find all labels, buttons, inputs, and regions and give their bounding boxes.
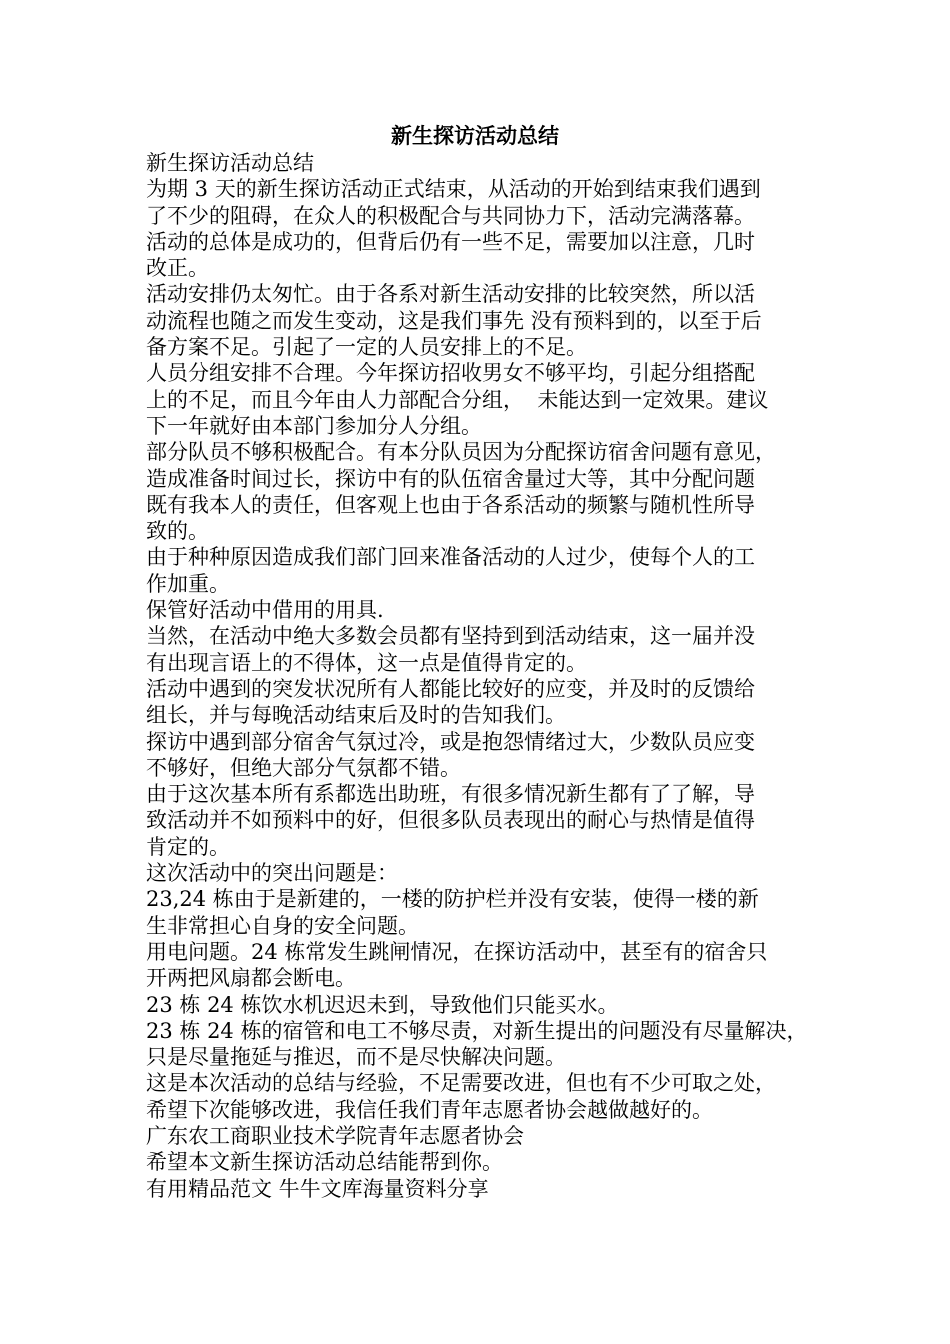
- paragraph-line: 既有我本人的责任，但客观上也由于各系活动的频繁与随机性所导: [146, 492, 755, 517]
- paragraph-line: 有用精品范文 牛牛文库海量资料分享: [146, 1176, 489, 1201]
- paragraph-line: 由于种种原因造成我们部门回来准备活动的人过少，使每个人的工: [146, 545, 755, 570]
- paragraph: [146, 860, 826, 886]
- paragraph: [146, 176, 826, 229]
- paragraph: [146, 1176, 826, 1202]
- paragraph-line: 造成准备时间过长，探访中有的队伍宿舍量过大等，其中分配问题: [146, 466, 755, 491]
- paragraph-line: 由于这次基本所有系都选出助班，有很多情况新生都有了了解，导: [146, 782, 755, 807]
- paragraph-line: 希望本文新生探访活动总结能帮到你。: [146, 1150, 503, 1175]
- paragraph-line: 组长，并与每晚活动结束后及时的告知我们。: [146, 703, 566, 728]
- paragraph-line: 活动的总体是成功的，但背后仍有一些不足，需要加以注意，几时: [146, 229, 755, 254]
- paragraph: [146, 281, 826, 360]
- paragraph: [146, 623, 826, 676]
- paragraph-line: 部分队员不够积极配合。有本分队员因为分配探访宿舍问题有意见，: [146, 440, 776, 465]
- paragraph-line: 探访中遇到部分宿舍气氛过冷，或是抱怨情绪过大，少数队员应变: [146, 729, 755, 754]
- paragraph: [146, 1123, 826, 1149]
- paragraph-line: 开两把风扇都会断电。: [146, 966, 356, 991]
- paragraph: [146, 439, 826, 544]
- paragraph-line: 不够好，但绝大部分气氛都不错。: [146, 755, 461, 780]
- paragraph-line: 当然，在活动中绝大多数会员都有坚持到到活动结束，这一届并没: [146, 624, 755, 649]
- paragraph: [146, 781, 826, 860]
- paragraph-line: 广东农工商职业技术学院青年志愿者协会: [146, 1123, 524, 1148]
- paragraph-line: 这次活动中的突出问题是：: [146, 861, 398, 886]
- paragraph-line: 有出现言语上的不得体，这一点是值得肯定的。: [146, 650, 587, 675]
- paragraph-line: 下一年就好由本部门参加分人分组。: [146, 413, 482, 438]
- paragraph-line: 23,24 栋由于是新建的，一楼的防护栏并没有安装，使得一楼的新: [146, 887, 759, 912]
- paragraph: [146, 150, 826, 176]
- paragraph-line: 希望下次能够改进，我信任我们青年志愿者协会越做越好的。: [146, 1097, 713, 1122]
- paragraph-line: 作加重。: [146, 571, 230, 596]
- paragraph-line: 上的不足，而且今年由人力部配合分组， 未能达到一定效果。建议: [146, 387, 769, 412]
- paragraph: [146, 939, 826, 992]
- paragraph: [146, 729, 826, 782]
- paragraph-line: 备方案不足。引起了一定的人员安排上的不足。: [146, 335, 587, 360]
- document-body: [146, 150, 826, 1202]
- paragraph-line: 肯定的。: [146, 834, 230, 859]
- paragraph: [146, 1018, 826, 1071]
- paragraph: [146, 886, 826, 939]
- paragraph: [146, 597, 826, 623]
- paragraph-line: 23 栋 24 栋的宿管和电工不够尽责，对新生提出的问题没有尽量解决，: [146, 1018, 808, 1043]
- paragraph-line: 23 栋 24 栋饮水机迟迟未到，导致他们只能买水。: [146, 992, 619, 1017]
- paragraph: [146, 992, 826, 1018]
- paragraph-line: 了不少的阻碍，在众人的积极配合与共同协力下，活动完满落幕。: [146, 203, 755, 228]
- paragraph: [146, 1149, 826, 1175]
- paragraph: [146, 676, 826, 729]
- paragraph-line: 新生探访活动总结: [146, 151, 314, 175]
- paragraph: [146, 544, 826, 597]
- paragraph-line: 活动中遇到的突发状况所有人都能比较好的应变，并及时的反馈给: [146, 676, 755, 701]
- paragraph-line: 生非常担心自身的安全问题。: [146, 913, 419, 938]
- paragraph-line: 动流程也随之而发生变动，这是我们事先 没有预料到的，以至于后: [146, 308, 762, 333]
- paragraph: [146, 360, 826, 439]
- paragraph-line: 用电问题。24 栋常发生跳闸情况，在探访活动中，甚至有的宿舍只: [146, 939, 768, 964]
- paragraph-line: 保管好活动中借用的用具.: [146, 598, 384, 623]
- paragraph-line: 致的。: [146, 519, 209, 544]
- paragraph: [146, 229, 826, 282]
- paragraph: [146, 1070, 826, 1123]
- paragraph-line: 人员分组安排不合理。今年探访招收男女不够平均，引起分组搭配: [146, 361, 755, 386]
- paragraph-line: 为期 3 天的新生探访活动正式结束，从活动的开始到结束我们遇到: [146, 177, 761, 202]
- paragraph-line: 活动安排仍太匆忙。由于各系对新生活动安排的比较突然，所以活: [146, 282, 755, 307]
- paragraph-line: 这是本次活动的总结与经验，不足需要改进，但也有不少可取之处，: [146, 1071, 776, 1096]
- paragraph-line: 只是尽量拖延与推迟，而不是尽快解决问题。: [146, 1045, 566, 1070]
- document-title: 新生探访活动总结: [391, 124, 559, 148]
- paragraph-line: 改正。: [146, 256, 209, 281]
- paragraph-line: 致活动并不如预料中的好，但很多队员表现出的耐心与热情是值得: [146, 808, 755, 833]
